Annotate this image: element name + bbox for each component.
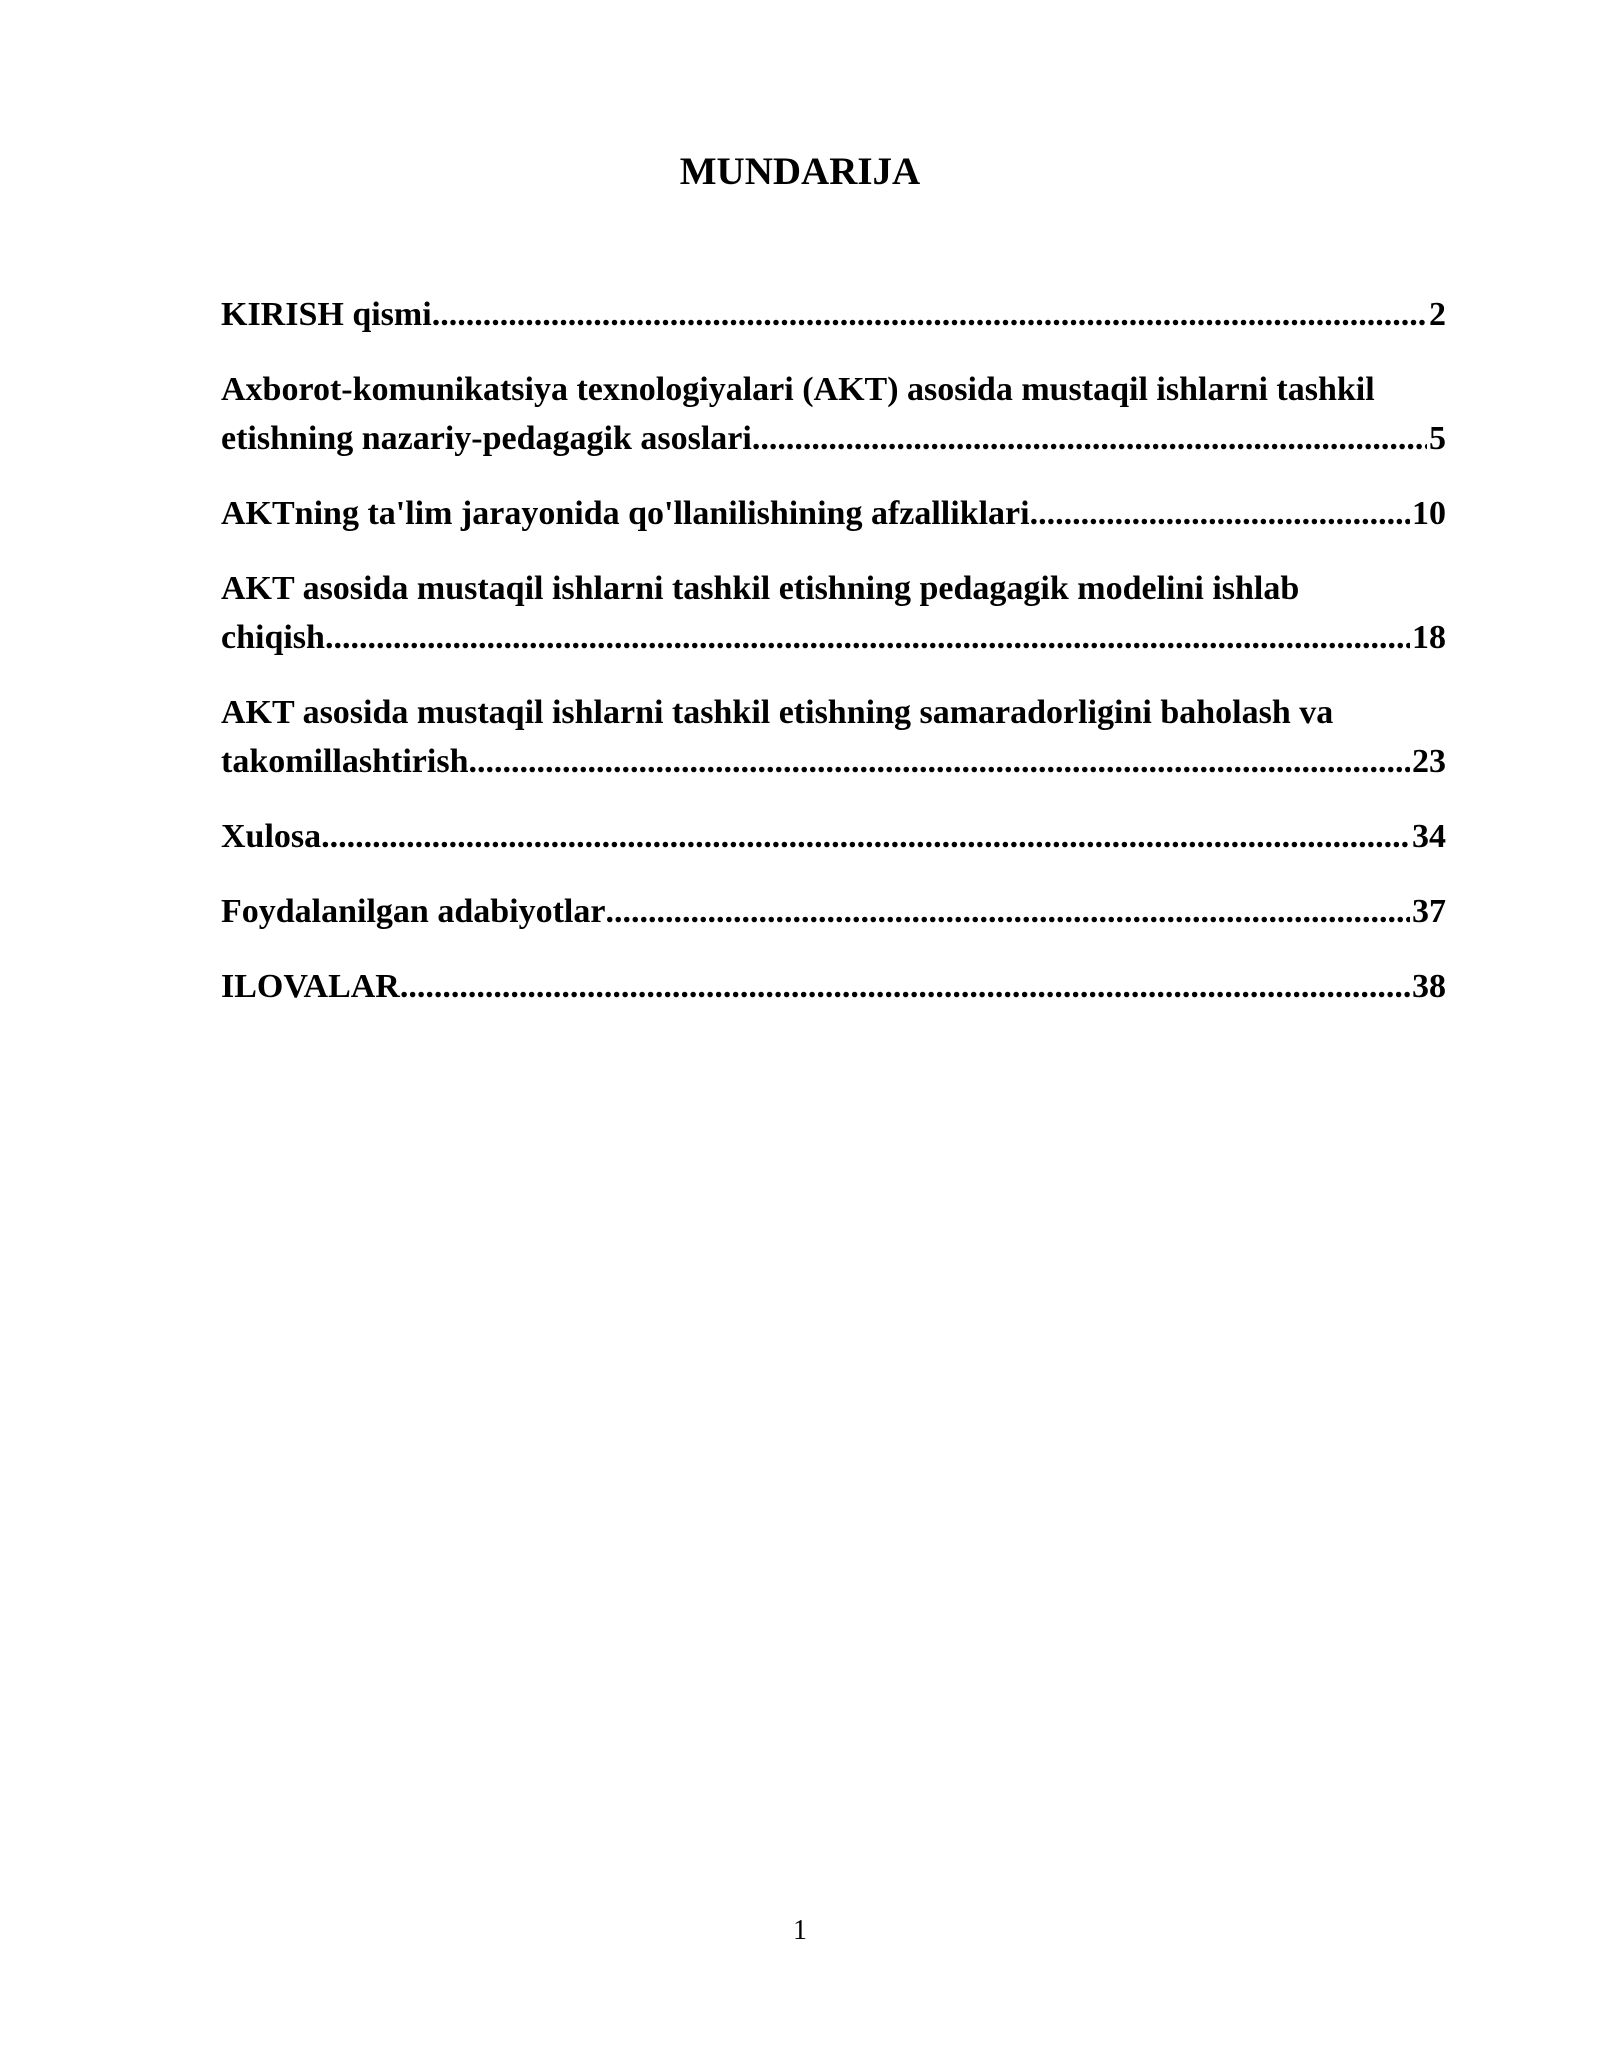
page-number: 1: [793, 1915, 807, 1946]
toc-entry-title-line-1: AKT asosida mustaqil ishlarni tashkil etishning samaradorligini baholash va: [221, 694, 1334, 731]
toc-entry-line: [221, 489, 1446, 538]
toc-entry-line: [221, 812, 1446, 861]
toc-entry-line: [221, 290, 1446, 339]
toc-entry-page: 38: [1412, 968, 1446, 1005]
toc-entry-page: 18: [1412, 619, 1446, 656]
toc-entry-title-line-2: takomillashtirish: [221, 743, 469, 780]
toc-entry-line: [221, 414, 1446, 463]
toc-entry-title: Foydalanilgan adabiyotlar: [221, 893, 606, 930]
toc-entry-page: 23: [1412, 743, 1446, 780]
toc-entry-ilovalar[interactable]: [221, 962, 1446, 1011]
toc-entry-title: ILOVALAR: [221, 968, 400, 1005]
toc-entry-title: KIRISH qismi: [221, 296, 432, 333]
toc-entry-line: [221, 887, 1446, 936]
dot-leader: [605, 887, 1410, 936]
toc-entry-adabiyotlar[interactable]: [221, 887, 1446, 936]
page-title: MUNDARIJA: [679, 150, 921, 193]
table-of-contents: [221, 290, 1446, 1037]
toc-entry-page: 34: [1412, 818, 1446, 855]
toc-entry-line: [221, 737, 1446, 786]
toc-entry-kirish[interactable]: [221, 290, 1446, 339]
toc-entry-title: AKTning ta'lim jarayonida qo'llanilishining afzalliklari: [221, 495, 1030, 532]
dot-leader: [321, 812, 1410, 861]
dot-leader: [468, 737, 1410, 786]
toc-entry-title-line-1: AKT asosida mustaqil ishlarni tashkil etishning pedagagik modelini ishlab: [221, 570, 1300, 607]
toc-entry-line: [221, 962, 1446, 1011]
toc-entry-title: Xulosa: [221, 818, 322, 855]
toc-entry-afzalliklar[interactable]: [221, 489, 1446, 538]
dot-leader: [400, 962, 1410, 1011]
toc-entry-title-line-2: etishning nazariy-pedagagik asoslari: [221, 420, 752, 457]
toc-entry-line: [221, 613, 1446, 662]
dot-leader: [432, 290, 1427, 339]
toc-entry-page: 37: [1412, 893, 1446, 930]
toc-entry-samaradorlik[interactable]: [221, 688, 1446, 786]
dot-leader: [325, 613, 1410, 662]
toc-entry-nazariy-asoslar[interactable]: [221, 365, 1446, 463]
toc-entry-title-line-2: chiqish: [221, 619, 325, 656]
toc-entry-page: 10: [1412, 495, 1446, 532]
toc-entry-pedagagik-model[interactable]: [221, 564, 1446, 662]
toc-entry-page: 2: [1429, 296, 1446, 333]
toc-entry-title-line-1: Axborot-komunikatsiya texnologiyalari (AKT) asosida mustaqil ishlarni tashkil: [221, 371, 1375, 408]
toc-entry-page: 5: [1429, 420, 1446, 457]
dot-leader: [1030, 489, 1410, 538]
toc-entry-xulosa[interactable]: [221, 812, 1446, 861]
dot-leader: [752, 414, 1427, 463]
